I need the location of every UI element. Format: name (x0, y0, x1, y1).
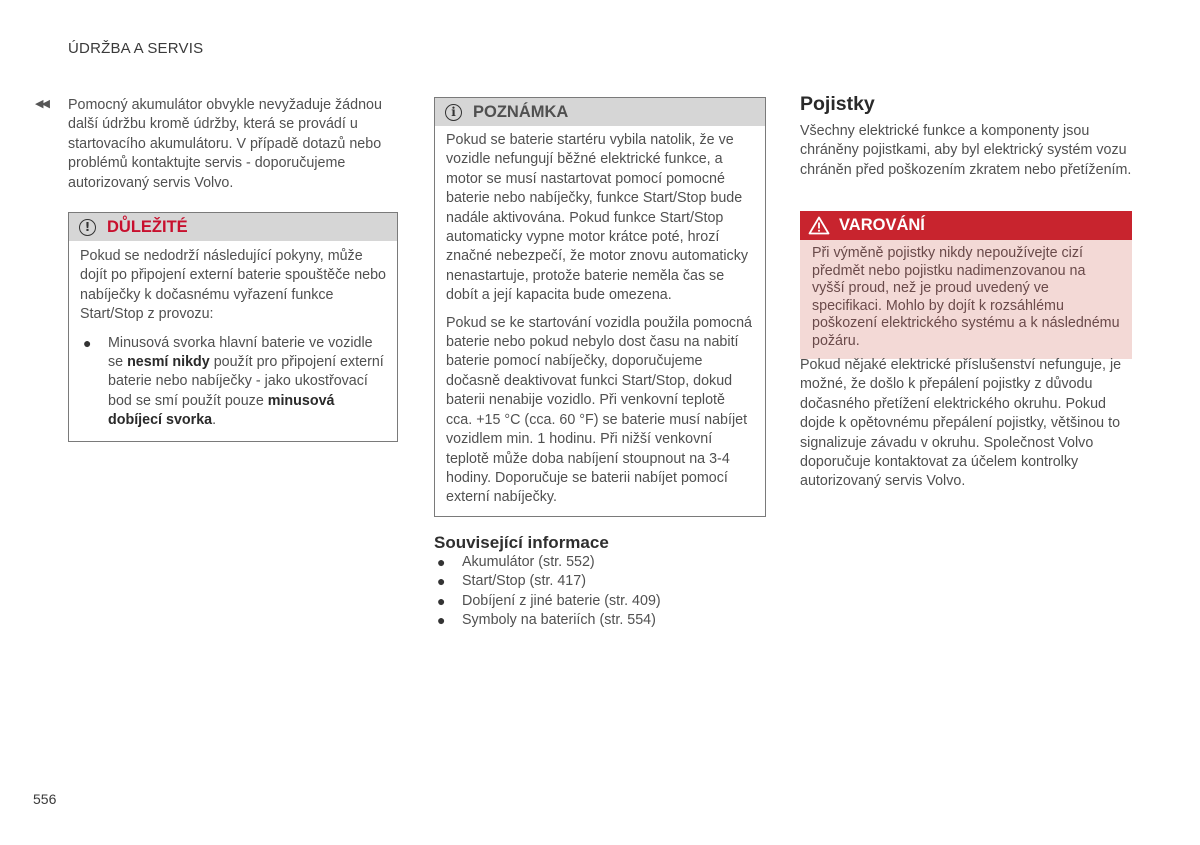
column-1 (68, 96, 398, 442)
double-left-arrow-icon: ◀◀ (35, 98, 48, 110)
info-circle-icon: i (445, 104, 462, 121)
column-3-lower (800, 356, 1132, 492)
related-link[interactable]: ● Start/Stop (str. 417) (434, 572, 766, 591)
intro-paragraph: Pomocný akumulátor obvykle nevyžaduje žádnou další údržbu kromě údržby, která se provádí u startovacího akumulátoru. V případě dotazů nebo problémů kontaktujte servis - doporučujeme autorizovaný servis Volvo. (68, 97, 382, 191)
bullet-icon: ● (437, 611, 446, 628)
warning-header (800, 211, 1132, 240)
page-number: 556 (33, 791, 57, 807)
bullet-icon: ● (437, 553, 446, 570)
related-link[interactable]: ● Akumulátor (str. 552) (434, 553, 766, 572)
warning-title: VAROVÁNÍ (839, 216, 925, 234)
related-link[interactable]: ● Symboly na bateriích (str. 554) (434, 611, 766, 630)
warning-triangle-icon (808, 216, 830, 235)
important-box (68, 212, 398, 442)
bullet-icon: ● (437, 592, 446, 609)
important-body: Pokud se nedodrží následující pokyny, může dojít po připojení externí baterie spouštěče nebo nabíječky k dočasnému vyřazení funkce Start/Stop z provozu: (80, 248, 387, 323)
related-links (434, 553, 766, 631)
note-box (434, 97, 766, 517)
related-link[interactable]: ● Dobíjení z jiné baterie (str. 409) (434, 592, 766, 611)
related-info-title: Související informace (434, 532, 609, 552)
note-paragraph-2: Pokud se ke startování vozidla použila pomocná baterie nebo pokud nebylo dost času na nabití baterie pomocí nabíječky, doporučujeme dočasně deaktivovat funkci Start/Stop, dokud baterii nenabije vozidlo. Při venkovní teplotě cca. +15 °C (cca. 60 °F) se baterie musí nabíjet vozidlem min. 1 hodinu. Při nižší venkovní teplotě může doba nabíjení stoupnout na 3-4 hodiny. Doporučuje se baterii nabíjet pomocí externí nabíječky. (446, 314, 752, 506)
bullet-icon: ● (437, 573, 446, 590)
page-header: ÚDRŽBA A SERVIS (68, 40, 204, 57)
note-header (435, 98, 765, 126)
exclamation-circle-icon: ! (79, 219, 96, 236)
warning-body: Při výměně pojistky nikdy nepoužívejte cizí předmět nebo pojistku nadimenzovanou na vyšší proud, než je proud uvedený ve specifikaci. Mohlo by dojít k rozsáhlému poškození elektrického systému a k následnému požáru. (812, 245, 1120, 349)
important-title: DŮLEŽITÉ (107, 217, 188, 236)
important-header (69, 213, 397, 241)
column-3 (800, 93, 1132, 180)
warning-box (800, 211, 1132, 359)
note-paragraph-1: Pokud se baterie startéru vybila natolik, že ve vozidle nefungují běžné elektrické funkce, a motor se musí nastartovat pomocí pomocné baterie nebo nabíječky, funkce Start/Stop bude nadále aktivována. Pokud funkce Start/Stop automaticky vypne motor krátce poté, hrozí značné nebezpečí, že motor znovu automaticky nenastartuje, protože baterie neměla čas se dobít a její kapacita bude omezena. (446, 132, 748, 304)
important-bullet: ● Minusová svorka hlavní baterie ve vozidle se nesmí nikdy použít pro připojení externí baterie nebo nabíječky - jako ukostřovací bod se smí použít pouze minusová dobíjecí svorka. (83, 334, 384, 429)
fuses-intro: Všechny elektrické funkce a komponenty jsou chráněny pojistkami, aby byl elektrický systém vozu chráněn před poškozením zkratem nebo přetížením. (800, 123, 1132, 178)
column-2 (434, 97, 766, 630)
fuses-paragraph: Pokud nějaké elektrické příslušenství nefunguje, je možné, že došlo k přepálení pojistky z důvodu dočasného přetížení elektrického okruhu. Pokud dojde k opětovnému přepálení pojistky, většinou to signalizuje závadu v okruhu. Společnost Volvo doporučuje kontaktovat za účelem kontrolky autorizovaný servis Volvo. (800, 357, 1122, 490)
note-title: POZNÁMKA (473, 102, 569, 121)
section-title: Pojistky (800, 93, 875, 115)
bullet-icon: ● (83, 334, 92, 351)
